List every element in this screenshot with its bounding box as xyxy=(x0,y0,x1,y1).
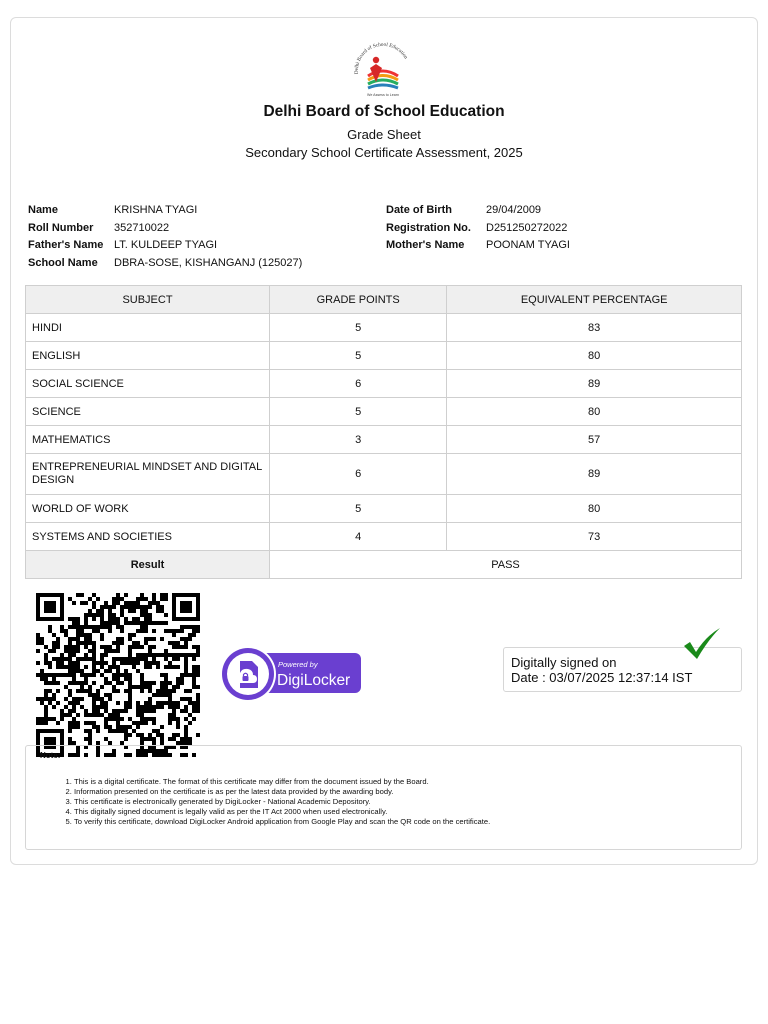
grade-points-cell: 5 xyxy=(270,495,447,523)
school-name: DBRA-SOSE, KISHANGANJ (125027) xyxy=(114,256,303,269)
check-mark-icon xyxy=(682,626,722,660)
subject-cell: WORLD OF WORK xyxy=(26,495,270,523)
dob-row: Date of Birth 29/04/2009 xyxy=(386,204,542,216)
subject-cell: HINDI xyxy=(26,314,270,342)
mother-name-row: Mother's Name POONAM TYAGI xyxy=(386,239,570,251)
percentage-cell: 83 xyxy=(447,314,742,342)
grade-points-cell: 6 xyxy=(270,370,447,398)
document-type: Grade Sheet xyxy=(347,127,421,142)
percentage-cell: 80 xyxy=(447,495,742,523)
list-item: 1. This is a digital certificate. The format of this certificate may differ from the document issued by the Board. xyxy=(74,777,490,787)
roll-number-row: Roll Number 352710022 xyxy=(28,221,170,234)
grade-points-cell: 6 xyxy=(270,454,447,495)
percentage-cell: 89 xyxy=(447,370,742,398)
percentage-cell: 57 xyxy=(447,426,742,454)
subject-cell: SYSTEMS AND SOCIETIES xyxy=(26,523,270,551)
student-info-left xyxy=(28,202,302,272)
table-row xyxy=(26,523,742,551)
school-name-row: School Name DBRA-SOSE, KISHANGANJ (125027) xyxy=(28,256,303,269)
percentage-cell: 80 xyxy=(447,398,742,426)
subject-cell: MATHEMATICS xyxy=(26,426,270,454)
percentage-cell: 89 xyxy=(447,454,742,495)
student-name: KRISHNA TYAGI xyxy=(114,204,198,216)
roll-number: 352710022 xyxy=(114,221,170,234)
father-name: LT. KULDEEP TYAGI xyxy=(114,239,218,251)
powered-by-text: Powered by xyxy=(278,660,318,669)
grade-points-cell: 5 xyxy=(270,314,447,342)
header-subject: SUBJECT xyxy=(26,286,270,314)
digilocker-brand-text: DigiLocker xyxy=(277,672,351,689)
student-info-right xyxy=(386,202,570,255)
date-of-birth: 29/04/2009 xyxy=(486,204,542,216)
board-name: Delhi Board of School Education xyxy=(263,103,505,120)
registration-row: Registration No. D251250272022 xyxy=(386,221,568,234)
table-row xyxy=(26,342,742,370)
percentage-cell: 73 xyxy=(447,523,742,551)
board-logo-icon xyxy=(350,38,416,98)
digilocker-badge xyxy=(218,644,364,706)
subject-cell: ENGLISH xyxy=(26,342,270,370)
logo-arc-text: Delhi Board of School Education xyxy=(353,41,409,75)
grade-points-cell: 5 xyxy=(270,398,447,426)
notes-label: Note: xyxy=(40,751,61,760)
result-label: Result xyxy=(26,551,270,579)
qr-code-icon[interactable] xyxy=(32,592,206,758)
logo-tagline: We Assess to Learn xyxy=(367,93,399,97)
subject-cell: SOCIAL SCIENCE xyxy=(26,370,270,398)
header-grade-points: GRADE POINTS xyxy=(270,286,447,314)
signature-line-1: Digitally signed on xyxy=(511,655,617,670)
signature-date: Date : 03/07/2025 12:37:14 IST xyxy=(511,670,693,685)
grades-table xyxy=(25,285,742,579)
list-item: 4. This digitally signed document is legally valid as per the IT Act 2000 when used electronically. xyxy=(74,807,490,817)
percentage-cell: 80 xyxy=(447,342,742,370)
table-row xyxy=(26,495,742,523)
grade-points-cell: 5 xyxy=(270,342,447,370)
table-row xyxy=(26,398,742,426)
list-item: 5. To verify this certificate, download DigiLocker Android application from Google Play and scan the QR code on the certificate. xyxy=(74,817,490,827)
result-value: PASS xyxy=(270,551,742,579)
list-item: 3. This certificate is electronically generated by DigiLocker - National Academic Depository. xyxy=(74,797,490,807)
table-row xyxy=(26,454,742,495)
grades-header-row xyxy=(26,286,742,314)
student-name-row: Name KRISHNA TYAGI xyxy=(28,204,198,216)
grade-points-cell: 4 xyxy=(270,523,447,551)
list-item: 2. Information presented on the certificate is as per the latest data provided by the awarding body. xyxy=(74,787,490,797)
exam-name: Secondary School Certificate Assessment, 2025 xyxy=(245,145,523,160)
table-row xyxy=(26,370,742,398)
table-row xyxy=(26,426,742,454)
table-row xyxy=(26,314,742,342)
subject-cell: SCIENCE xyxy=(26,398,270,426)
registration-number: D251250272022 xyxy=(486,221,568,234)
mother-name: POONAM TYAGI xyxy=(486,239,570,251)
father-name-row: Father's Name LT. KULDEEP TYAGI xyxy=(28,239,218,251)
result-row xyxy=(26,551,742,579)
subject-cell: ENTREPRENEURIAL MINDSET AND DIGITAL DESIGN xyxy=(26,454,270,495)
header-percentage: EQUIVALENT PERCENTAGE xyxy=(447,286,742,314)
notes-list xyxy=(62,777,490,827)
grade-points-cell: 3 xyxy=(270,426,447,454)
